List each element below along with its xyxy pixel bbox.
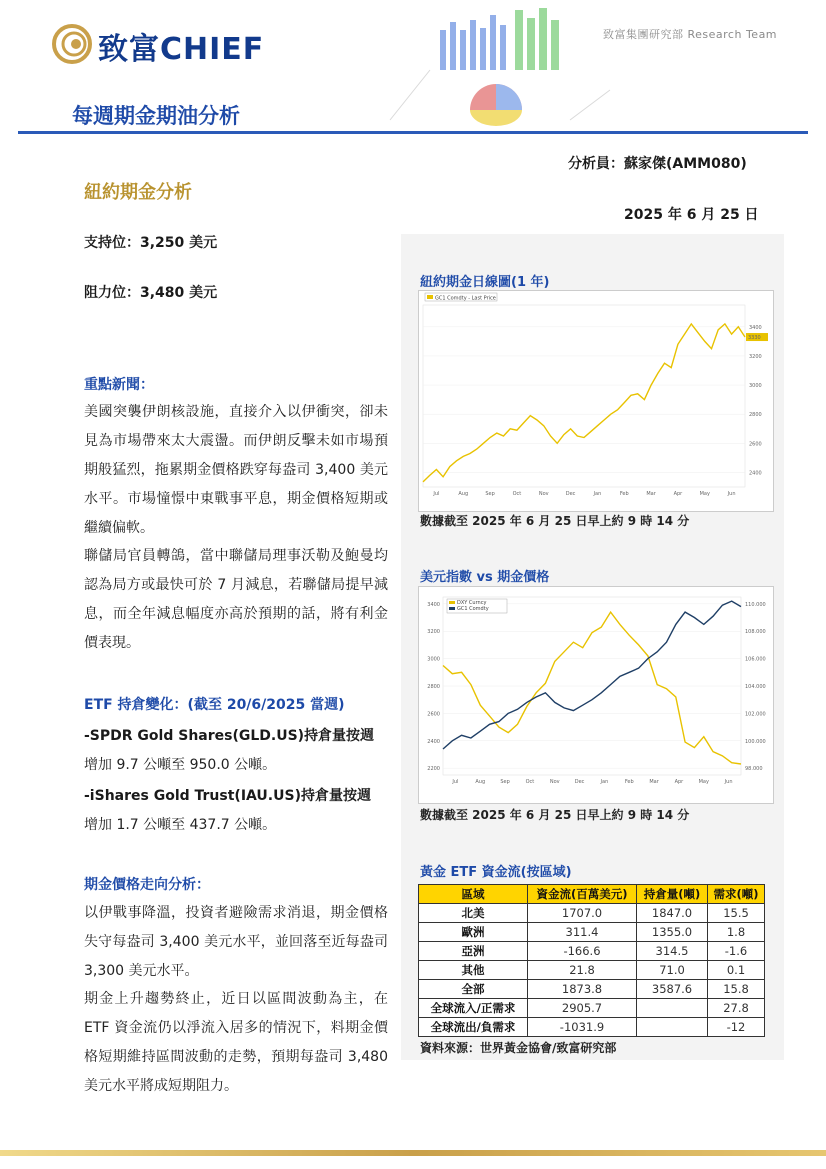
chart1-plot-area [423,305,745,487]
row-holdings [637,999,708,1018]
chart2-x-tick: Dec [574,779,585,785]
analyst-name: 分析員：蘇家傑(AMM080) [568,156,747,172]
chart2-note: 數據截至 2025 年 6 月 25 日早上約 9 時 14 分 [420,808,690,822]
chart1-legend-swatch [427,295,433,299]
row-demand: 15.5 [708,904,765,923]
chart2-x-tick: Oct [525,779,535,785]
header-divider [18,131,808,134]
chart1-x-tick: Oct [512,491,522,497]
row-region: 全球流入/正需求 [419,999,528,1018]
outlook-paragraph-1: 以伊戰事降溫，投資者避險需求消退，期金價格失守每盎司 3,400 美元水平，並回落至近每盎司 3,300 美元水平。 [84,905,388,979]
chart2-x-tick: Sep [500,779,510,785]
section-title: 紐約期金分析 [84,182,192,203]
chart2-y-left-tick: 2200 [427,766,440,773]
header-decoration-icon [370,0,640,130]
news-paragraph-1: 美國突襲伊朗核設施，直接介入以伊衝突，卻未見為市場帶來太大震盪。而伊朗反擊未如市場預期般猛烈，拖累期金價格跌穿每盎司 3,400 美元水平。市場憧憬中東戰事平息，期金價格短期或繼續偏軟。 [84,404,388,536]
table-row [419,904,765,923]
chart1-y-tick: 2600 [749,441,762,448]
chart1-x-tick: Aug [458,491,469,497]
chart2-y-left-tick: 3400 [427,601,440,608]
header-demand: 需求(噸) [708,885,765,904]
chart2-y-left-tick: 3200 [427,629,440,636]
chart1-x-tick: Apr [673,491,683,497]
chart2-x-tick: Nov [549,779,560,785]
outlook-paragraph-2: 期金上升趨勢終止，近日以區間波動為主，在 ETF 資金流仍以淨流入居多的情況下，料期金價格短期維持區間波動的走勢，預期每盎司 3,480 美元水平將成短期阻力。 [84,991,388,1094]
row-flow: -1031.9 [528,1018,637,1037]
gld-holding-change: 增加 9.7 公噸至 950.0 公噸。 [84,757,277,773]
header-holdings: 持倉量(噸) [637,885,708,904]
footer-bar [0,1150,826,1156]
logo-mark-icon [52,24,92,64]
chart1-x-tick: Jul [433,491,440,497]
chart1-x-tick: Feb [619,491,629,497]
chart2-y-left-tick: 2400 [427,738,440,745]
resistance-level: 阻力位：3,480 美元 [84,285,218,301]
chart2-legend-label: DXY Curncy [457,600,487,606]
row-region: 北美 [419,904,528,923]
chart1-y-tick: 3000 [749,383,762,390]
chart2-x-tick: Jul [452,779,459,785]
row-holdings: 1355.0 [637,923,708,942]
row-region: 歐洲 [419,923,528,942]
row-region: 全部 [419,980,528,999]
chart2-y-right-tick: 98.000 [745,766,763,773]
chart1-x-tick: Jun [727,491,736,497]
chart2-y-right-tick: 108.000 [745,629,766,636]
row-holdings: 1847.0 [637,904,708,923]
support-level: 支持位：3,250 美元 [84,235,218,251]
row-holdings: 71.0 [637,961,708,980]
etf-flow-table-title: 黃金 ETF 資金流(按區域) [420,865,572,880]
table-row [419,961,765,980]
chart2-x-tick: Aug [475,779,486,785]
table-row [419,942,765,961]
row-flow: -166.6 [528,942,637,961]
chart1-x-tick: May [699,491,710,497]
chart1-x-tick: Jan [593,491,602,497]
chart2-legend-swatch [449,601,455,604]
row-demand: 0.1 [708,961,765,980]
chart2-y-right-tick: 102.000 [745,711,766,718]
chart2-y-left-tick: 2800 [427,684,440,690]
row-demand: -1.6 [708,942,765,961]
table-header-row [419,885,765,904]
chart2-x-tick: Apr [674,779,684,785]
row-flow: 21.8 [528,961,637,980]
dxy-vs-gold-chart [418,586,774,804]
row-demand: -12 [708,1018,765,1037]
chart2-x-tick: Feb [624,779,634,785]
row-region: 全球流出/負需求 [419,1018,528,1037]
chart2-legend-swatch [449,607,455,610]
news-paragraph-2: 聯儲局官員轉鴿，當中聯儲局理事沃勒及鮑曼均認為局方或最快可於 7 月減息，若聯儲局提早減息，而全年減息幅度亦高於預期的話，將有利金價表現。 [84,548,388,651]
row-region: 其他 [419,961,528,980]
chart2-y-right-tick: 110.000 [745,601,766,608]
row-holdings: 3587.6 [637,980,708,999]
report-title: 每週期金期油分析 [72,104,240,128]
chart1-last-value: 3330 [748,335,761,342]
chart1-x-tick: Sep [485,491,495,497]
report-date: 2025 年 6 月 25 日 [624,207,759,223]
chart2-y-left-tick: 3000 [427,656,440,663]
chart2-y-right-tick: 104.000 [745,684,766,690]
chart2-x-tick: Mar [649,779,659,785]
header-region: 區域 [419,885,528,904]
row-flow: 1707.0 [528,904,637,923]
table-row [419,999,765,1018]
row-demand: 1.8 [708,923,765,942]
chart1-x-tick: Nov [538,491,549,497]
iau-holding-name: -iShares Gold Trust(IAU.US)持倉量按週 [84,788,371,804]
logo-text: 致富CHIEF [98,32,265,67]
chart1-note: 數據截至 2025 年 6 月 25 日早上約 9 時 14 分 [420,514,690,528]
gld-holding-name: -SPDR Gold Shares(GLD.US)持倉量按週 [84,728,375,744]
research-team-label: 致富集團研究部 Research Team [603,28,778,41]
row-flow: 2905.7 [528,999,637,1018]
chart2-x-tick: Jan [600,779,609,785]
chart2-legend-label: GC1 Comdty [457,606,489,612]
row-demand: 15.8 [708,980,765,999]
table-source: 資料來源：世界黃金協會/致富研究部 [420,1041,617,1055]
chart2-x-tick: Jun [724,779,733,785]
chart2-y-right-tick: 100.000 [745,738,766,745]
outlook-heading: 期金價格走向分析： [84,877,210,893]
row-flow: 1873.8 [528,980,637,999]
chart1-x-tick: Mar [646,491,656,497]
iau-holding-change: 增加 1.7 公噸至 437.7 公噸。 [84,817,277,833]
row-holdings [637,1018,708,1037]
header-flow: 資金流(百萬美元) [528,885,637,904]
chart2-y-right-tick: 106.000 [745,656,766,663]
chart1-y-tick: 2800 [749,412,762,419]
chart1-y-tick: 3400 [749,324,762,331]
row-demand: 27.8 [708,999,765,1018]
table-row [419,980,765,999]
company-logo [52,22,322,66]
news-heading: 重點新聞： [84,377,154,393]
chart1-y-tick: 3200 [749,353,762,360]
row-flow: 311.4 [528,923,637,942]
chart1-legend-label: GC1 Comdty - Last Price [435,295,496,302]
table-row [419,923,765,942]
chart2-title: 美元指數 vs 期金價格 [420,570,550,585]
etf-heading: ETF 持倉變化：(截至 20/6/2025 當週) [84,697,345,713]
row-holdings: 314.5 [637,942,708,961]
table-row [419,1018,765,1037]
chart2-y-left-tick: 2600 [427,711,440,718]
chart1-title: 紐約期金日線圖(1 年) [420,275,550,290]
gold-daily-chart [418,290,774,512]
chart2-x-tick: May [698,779,709,785]
chart1-y-tick: 2400 [749,470,762,477]
etf-flow-table [418,884,765,1037]
chart1-x-tick: Dec [565,491,576,497]
row-region: 亞洲 [419,942,528,961]
